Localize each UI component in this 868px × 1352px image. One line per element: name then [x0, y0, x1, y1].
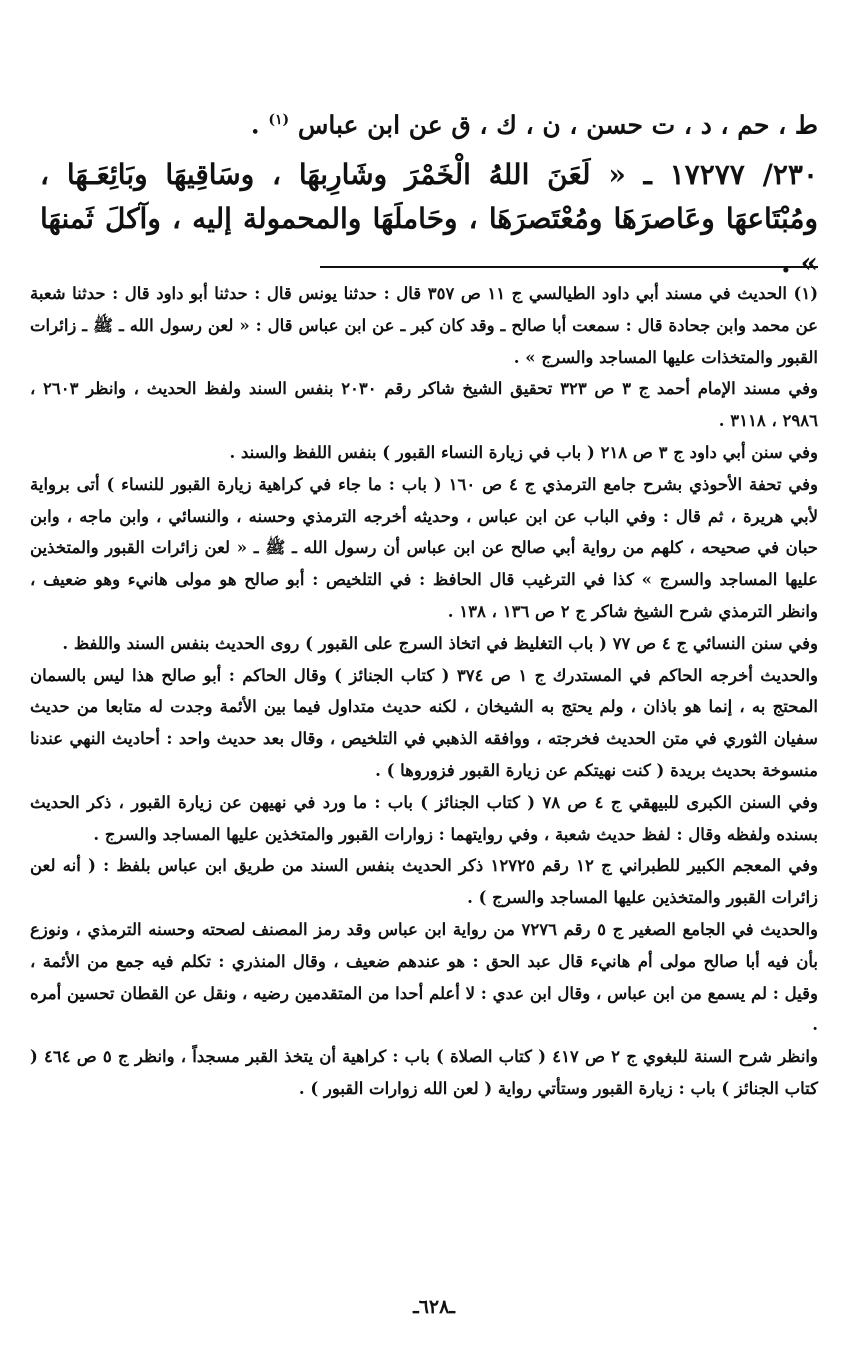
footnote-paragraph: وفي السنن الكبرى للبيهقي ج ٤ ص ٧٨ ( كتاب الجنائز ) باب : ما ورد في نهيهن عن زيارة القبور ، ذكر الحديث بسنده ولفظه وقال : لفظ حديث شعبة ، وفي روايتهما : زوارات القبور والمتخذين عليها المساجد والسرج . [30, 792, 818, 844]
source-line-end: . [250, 110, 260, 140]
footnote-marker: (١) [268, 112, 290, 128]
footnote-paragraph: وفي تحفة الأحوذي بشرح جامع الترمذي ج ٤ ص ١٦٠ ( باب : ما جاء في كراهية زيارة القبور للنساء ) أتى برواية لأبي هريرة ، ثم قال : وفي الباب عن ابن عباس ، وحديثه أخرجه الترمذي وحسنه ، والنسائي ، وابن ماجه ، وابن حبان في صحيحه ، كلهم من رواية أبي صالح عن ابن عباس أن رسول الله ـ ﷺ ـ « لعن زائرات القبور والمتخذين عليها المساجد والسرج » كذا في الترغيب قال الحافظ : في التلخيص : أبو صالح هو مولى هانيء وهو ضعيف ، وانظر الترمذي شرح الشيخ شاكر ج ٢ ص ١٣٦ ، ١٣٨ . [30, 474, 818, 621]
page-number: ـ٦٢٨ـ [413, 1296, 455, 1318]
hadith-text: ٢٣٠/ ١٧٢٧٧ ـ « لَعَنَ اللهُ الْخَمْرَ وشَارِبهَا ، وسَاقِيهَا وبَائِعَـهَا ، ومُبْتَاعهَا وعَاصرَهَا ومُعْتَصرَهَا ، وحَاملَهَا والمحمولة إليه ، وآكلَ ثَمنهَا » . [40, 158, 819, 280]
footnote-paragraph: وفي مسند الإمام أحمد ج ٣ ص ٣٢٣ تحقيق الشيخ شاكر رقم ٢٠٣٠ بنفس السند ولفظ الحديث ، وانظر ٢٦٠٣ ، ٢٩٨٦ ، ٣١١٨ . [30, 379, 818, 431]
footnote-paragraph: وفي سنن النسائي ج ٤ ص ٧٧ ( باب التغليظ في اتخاذ السرج على القبور ) روى الحديث بنفس السند واللفظ . [62, 633, 818, 653]
main-text [40, 100, 818, 285]
source-line [40, 100, 818, 145]
footnotes [30, 278, 818, 1105]
footnote-separator [320, 266, 818, 268]
footnote-paragraph: وفي المعجم الكبير للطبراني ج ١٢ رقم ١٢٧٢٥ ذكر الحديث بنفس السند من طريق ابن عباس بلفظ : ( أنه لعن زائرات القبور والمتخذين عليها المساجد والسرج ) . [30, 856, 818, 908]
footnote-paragraph: وفي سنن أبي داود ج ٣ ص ٢١٨ ( باب في زيارة النساء القبور ) بنفس اللفظ والسند . [229, 442, 818, 462]
footnote-paragraph: (١) الحديث في مسند أبي داود الطيالسي ج ١١ ص ٣٥٧ قال : حدثنا يونس قال : حدثنا أبو داود قال : حدثنا شعبة عن محمد وابن جحادة قال : سمعت أبا صالح ـ وقد كان كبر ـ عن ابن عباس قال : « لعن رسول الله ـ ﷺ ـ زائرات القبور والمتخذات عليها المساجد والسرج » . [30, 284, 818, 367]
footnote-paragraph: والحديث في الجامع الصغير ج ٥ رقم ٧٢٧٦ من رواية ابن عباس وقد رمز المصنف لصحته وحسنه الترمذي ، ونوزع بأن فيه أبا صالح مولى أم هانيء قال عبد الحق : هو عندهم ضعيف ، وقال المنذري : تكلم فيه جمع من الأئمة ، وقيل : لم يسمع من ابن عباس ، وقال ابن عدي : لا أعلم أحدا من المتقدمين رضيه ، ونقل عن القطان تحسين أمره . [30, 919, 818, 1035]
source-abbreviations: ط ، حم ، د ، ت حسن ، ن ، ك ، ق عن ابن عباس [297, 110, 818, 140]
footnote-paragraph: وانظر شرح السنة للبغوي ج ٢ ص ٤١٧ ( كتاب الصلاة ) باب : كراهية أن يتخذ القبر مسجداً ، وانظر ج ٥ ص ٤٦٤ ( كتاب الجنائز ) باب : زيارة القبور وستأتي رواية ( لعن الله زوارات القبور ) . [30, 1047, 818, 1098]
footnote-paragraph: والحديث أخرجه الحاكم في المستدرك ج ١ ص ٣٧٤ ( كتاب الجنائز ) وقال الحاكم : أبو صالح هذا ليس بالسمان المحتج به ، إنما هو باذان ، ولم يحتج به الشيخان ، لكنه حديث متداول فيما بين الأئمة وجدت له متابعا من حديث سفيان الثوري في متن الحديث فخرجته ، ووافقه الذهبي في التلخيص ، وقال بعد حديث واحد : أحاديث النهي عندنا منسوخة بحديث بريدة ( كنت نهيتكم عن زيارة القبور فزوروها ) . [30, 665, 818, 780]
